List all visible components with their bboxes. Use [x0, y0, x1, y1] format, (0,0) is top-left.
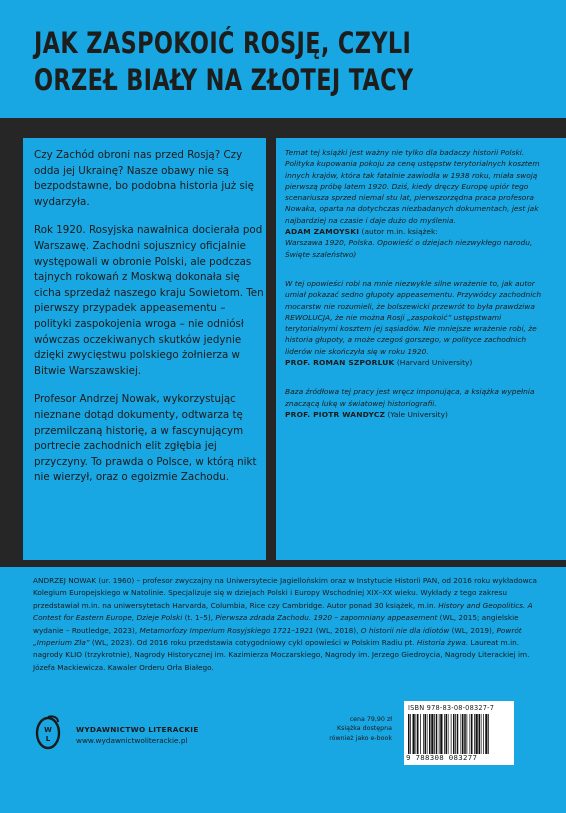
lead-panel: [23, 138, 266, 560]
review-1-books: Warszawa 1920, Polska. Opowieść o dziejach niezwykłego narodu, Święte szaleństwo): [285, 238, 533, 259]
title-line-2: ORZEŁ BIAŁY NA ZŁOTEJ TACY: [34, 63, 414, 97]
review-2-author: PROF. ROMAN SZPORLUK: [285, 358, 395, 368]
ebook-note-1: Książka dostępna: [336, 725, 392, 733]
review-3-author: PROF. PIOTR WANDYCZ: [285, 409, 386, 419]
svg-text:W: W: [44, 726, 52, 734]
review-2-affiliation: (Harvard University): [396, 358, 473, 368]
review-2: [285, 278, 555, 368]
publisher-url[interactable]: www.wydawnictwoliterackie.pl: [76, 736, 188, 745]
title-line-1: JAK ZASPOKOIĆ ROSJĘ, CZYLI: [34, 26, 412, 60]
review-2-quote: W tej opowieści robi na mnie niezwykle silne wrażenie to, jak autor umiał pokazać sedno głupoty appeasementu. Przywódcy zachodnich mocarstw nie rozumieli, że bolszewicki przewrót to była prawdziwa REWOLUCJA, że nie można Rosji „zaspokoić” ustępstwami terytorialnymi kosztem jej sąsiadów. Nie mniejsze wrażenie robi, że historia głupoty, a może czegoś gorszego, w polityce zachodnich liderów nie skończyła się w roku 1920.: [285, 278, 542, 356]
lead-paragraph-2: Rok 1920. Rosyjska nawałnica docierała pod Warszawę. Zachodni sojusznicy oficjalnie występowali w obronie Polski, ale podczas tajnych rokowań z Moskwą dokonała się cicha sprzedaż naszego kraju Sowietom. Ten pierwszy przypadek appeasementu – polityki zaspokojenia wroga – nie odniósł wówczas oczekiwanych skutków jedynie dzięki zwycięstwu polskiego żołnierza w Bitwie Warszawskiej.: [34, 224, 264, 377]
barcode-bars-icon: [408, 714, 510, 754]
publisher-block: [34, 714, 234, 754]
lead-text: [34, 148, 264, 499]
price-info: [282, 715, 392, 743]
publisher-name: WYDAWNICTWO LITERACKIE: [76, 725, 199, 734]
isbn-label: ISBN 978-83-08-08327-7: [408, 704, 495, 712]
review-1-quote: Temat tej książki jest ważny nie tylko dla badaczy historii Polski. Polityka kupowania pokoju za cenę ustępstw terytorialnych kosztem innych krajów, która tak fatalnie zawiodła w 1938 roku, miała swoją pierwszą próbę latem 1920. Dziś, kiedy dręczy Europę upiór tego scenariusza sprzed niemal stu lat, pierwszorzędna praca profesora Nowaka, oparta na dotychczas niezbadanych dokumentach, jest jak najbardziej na czasie i daje dużo do myślenia.: [285, 148, 540, 225]
lead-paragraph-1: Czy Zachód obroni nas przed Rosją? Czy odda jej Ukrainę? Nasze obawy nie są bezpodstawne, bo podobna historia już się wydarzyła.: [34, 149, 255, 208]
lead-paragraph-3: Profesor Andrzej Nowak, wykorzystując nieznane dotąd dokumenty, odtwarza tę przemilczaną historię, a w fascynującym portrecie zachodnich elit zgłębia jej przyczyny. To prawda o Polsce, w którą nikt nie wierzył, oraz o egoizmie Zachodu.: [34, 393, 257, 484]
isbn-digits: 9 788308 083277: [406, 753, 478, 762]
reviews-panel: [276, 138, 566, 560]
review-1-affiliation: (autor m.in. książek:: [361, 227, 438, 237]
reviews: [285, 147, 555, 430]
review-3-affiliation: (Yale University): [387, 409, 448, 419]
review-3-quote: Baza źródłowa tej pracy jest wręcz imponująca, a książka wypełnia znaczącą lukę w światowej historiografii.: [285, 387, 535, 408]
author-bio: ANDRZEJ NOWAK (ur. 1960) – profesor zwyczajny na Uniwersytecie Jagiellońskim oraz w Instytucie Historii PAN, od 2016 roku wykładowca Kolegium Europejskiego w Natolinie. Specjalizuje się w dziejach Polski i Europy Wschodniej XIX–XX wieku. Wykłady z tego zakresu przedstawiał m.in. na uniwersytetach Harvarda, Columbia, Rice czy Cambridge. Autor ponad 30 książek, m.in. History and Geopolitics. A Contest for Eastern Europe, Dzieje Polski (t. 1–5), Pierwsza zdrada Zachodu. 1920 – zapomniany appeasement (WL, 2015; angielskie wydanie – Routledge, 2023), Metamorfozy Imperium Rosyjskiego 1721–1921 (WL, 2018), O historii nie dla idiotów (WL, 2019), Powrót „Imperium Zła” (WL, 2023). Od 2016 roku przedstawia cotygodniowy cykl opowieści w Polskim Radiu pt. Historia żywa. Laureat m.in. nagrody KLIO (trzykrotnie), Nagrody Historycznej im. Kazimierza Moczarskiego, Nagrody im. Jerzego Giedroycia, Nagrody Literackiej im. Józefa Mackiewicza. Kawaler Orderu Orła Białego.: [33, 576, 538, 672]
book-title: [34, 25, 481, 99]
price: cena 79,90 zł: [349, 716, 392, 723]
wl-logo-icon: [34, 714, 62, 752]
review-1: [285, 147, 555, 260]
review-3: [285, 386, 555, 420]
barcode: [404, 701, 514, 765]
svg-text:L: L: [45, 735, 51, 743]
ebook-note-2: również jako e-book: [329, 734, 392, 742]
review-1-author: ADAM ZAMOYSKI: [285, 227, 360, 237]
